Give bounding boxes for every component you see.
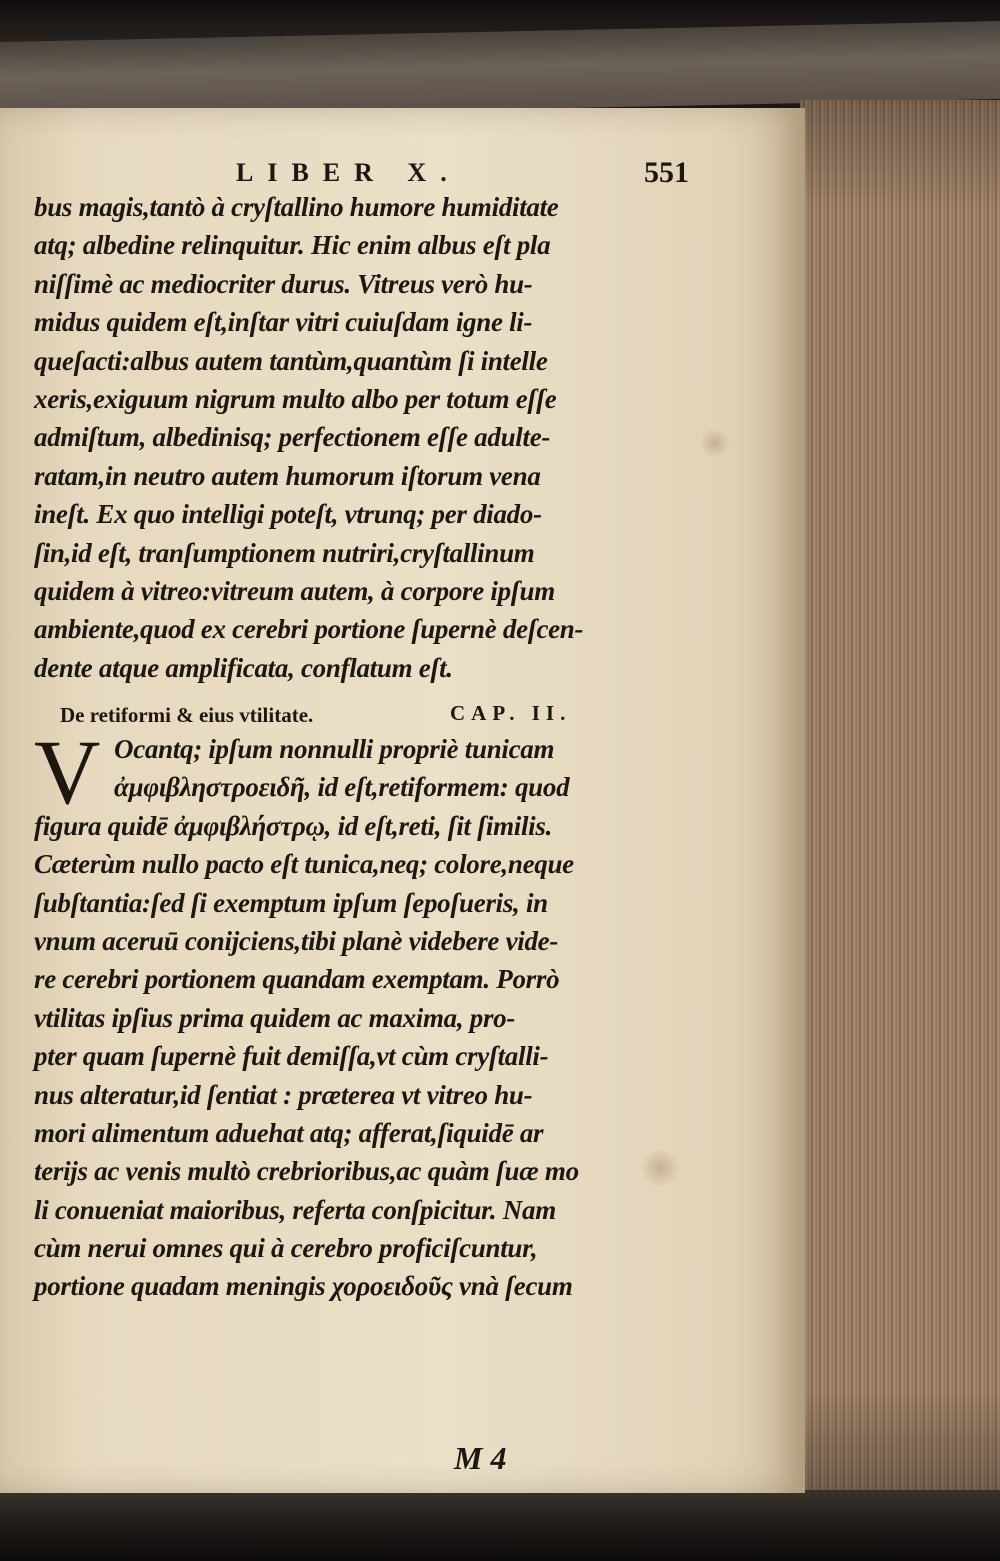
signature-mark: M 4 xyxy=(454,1440,507,1476)
text-line: vtilitas ipſius prima quidem ac maxima, pro- xyxy=(34,1002,516,1033)
text-line: midus quidem eſt,inſtar vitri cuiuſdam igne li- xyxy=(34,307,533,338)
running-head xyxy=(194,150,689,190)
page-number: 551 xyxy=(644,156,689,189)
text-line: nus alteratur,id ſentiat : præterea vt vitreo hu- xyxy=(34,1079,533,1110)
chapter-number: CAP. II. xyxy=(450,701,572,725)
text-line: dente atque amplificata, conflatum eſt. xyxy=(34,652,453,683)
chapter-title: De retiformi & eius vtilitate. xyxy=(60,703,314,727)
text-line: bus magis,tantò à cryſtallino humore humiditate xyxy=(34,192,559,222)
text-line: ἀμφιβληστροειδῆ, id eſt,retiformem: quod xyxy=(114,772,570,803)
text-line: atq; albedine relinquitur. Hic enim albus eſt pla xyxy=(34,230,551,261)
page-stack-edges xyxy=(800,100,1000,1500)
running-title: LIBER X. xyxy=(236,158,461,187)
text-line: queſacti:albus autem tantùm,quantùm ſi intelle xyxy=(34,345,548,376)
page-stain xyxy=(700,428,730,458)
text-line: quidem à vitreo:vitreum autem, à corpore ipſum xyxy=(34,575,555,606)
text-line: ratam,in neutro autem humorum iſtorum vena xyxy=(34,460,541,491)
text-line: Ocantq; ipſum nonnulli propriè tunicam xyxy=(114,734,555,764)
text-line: niſſimè ac mediocriter durus. Vitreus verò hu- xyxy=(34,268,533,299)
text-line: mori alimentum aduehat atq; afferat,ſiquidē ar xyxy=(34,1117,544,1148)
text-line: xeris,exiguum nigrum multo albo per totum eſſe xyxy=(34,383,557,414)
text-line: re cerebri portionem quandam exemptam. Porrò xyxy=(34,964,560,995)
text-line: terijs ac venis multò crebrioribus,ac quàm ſuæ mo xyxy=(34,1156,579,1187)
background-bottom xyxy=(0,1490,1000,1561)
text-line: cùm nerui omnes qui à cerebro proficiſcuntur, xyxy=(34,1233,538,1264)
text-line: ineſt. Ex quo intelligi poteſt, vtrunq; per diado- xyxy=(34,499,542,530)
text-line: ſin,id eſt, tranſumptionem nutriri,cryſtallinum xyxy=(34,537,535,568)
page-stain xyxy=(640,1148,680,1188)
initial-letter: V xyxy=(34,721,101,823)
text-line: pter quam ſupernè fuit demiſſa,vt cùm cryſtalli- xyxy=(34,1041,549,1072)
text-line: vnum aceruū conijciens,tibi planè videbere vide- xyxy=(34,925,559,956)
text-line: figura quidē ἀμφιβλήστρῳ, id eſt,reti, ſit ſimilis. xyxy=(34,810,553,841)
text-block-top xyxy=(34,188,634,687)
chapter-heading xyxy=(60,695,630,735)
text-line: admiſtum, albedinisq; perfectionem eſſe adulte- xyxy=(34,422,551,453)
text-line: ambiente,quod ex cerebri portione ſupernè deſcen- xyxy=(34,614,584,645)
text-line: Cæterùm nullo pacto eſt tunica,neq; colore,neque xyxy=(34,849,574,880)
text-line: portione quadam meningis χοροειδοῦς vnà ſecum xyxy=(34,1271,573,1302)
text-block-bottom xyxy=(34,721,634,1306)
text-line: li conueniat maioribus, referta conſpicitur. Nam xyxy=(34,1194,556,1225)
text-line: ſubſtantia:ſed ſi exemptum ipſum ſepoſueris, in xyxy=(34,887,548,918)
